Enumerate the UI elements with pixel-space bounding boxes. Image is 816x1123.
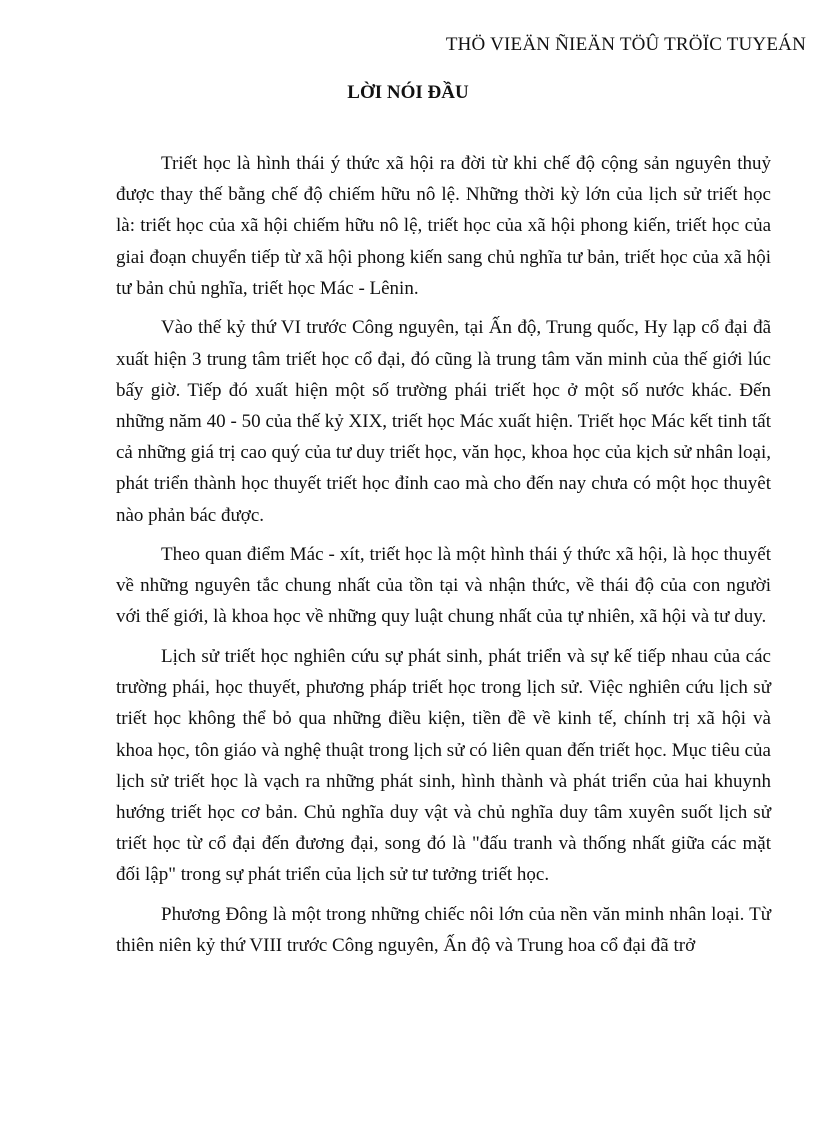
paragraph-4: Lịch sử triết học nghiên cứu sự phát sinh, phát triển và sự kế tiếp nhau của các trường phái, học thuyết, phương pháp triết học trong lịch sử. Việc nghiên cứu lịch sử triết học không thể bỏ qua những điều kiện, tiền đề về kinh tế, chính trị xã hội và khoa học, tôn giáo và nghệ thuật trong lịch sử có liên quan đến triết học. Mục tiêu của lịch sử triết học là vạch ra những phát sinh, hình thành và phát triển của hai khuynh hướng triết học cơ bản. Chủ nghĩa duy vật và chủ nghĩa duy tâm xuyên suốt lịch sử triết học từ cổ đại đến đương đại, song đó là "đấu tranh và thống nhất giữa các mặt đối lập" trong sự phát triển của lịch sử tư tưởng triết học. <box>116 645 771 886</box>
paragraph-2: Vào thế kỷ thứ VI trước Công nguyên, tại Ấn độ, Trung quốc, Hy lạp cổ đại đã xuất hiện 3 trung tâm triết học cổ đại, đó cũng là trung tâm văn minh của thế giới lúc bấy giờ. Tiếp đó xuất hiện một số trường phái triết học ở một số nước khác. Đến những năm 40 - 50 của thế kỷ XIX, triết học Mác xuất hiện. Triết học Mác kết tinh tất cả những giá trị cao quý của tư duy triết học, văn học, khoa học của kịch sử nhân loại, phát triển thành học thuyết triết học đỉnh cao mà cho đến nay chưa có một học thuyêt nào phản bác được. <box>116 317 771 526</box>
running-header: THÖ VIEÄN ÑIEÄN TÖÛ TRÖÏC TUYEÁN <box>445 34 806 55</box>
paragraph-5: Phương Đông là một trong những chiếc nôi lớn của nền văn minh nhân loại. Từ thiên niên kỷ thứ VIII trước Công nguyên, Ấn độ và Trung hoa cổ đại đã trở <box>116 903 771 957</box>
body-text <box>116 148 771 970</box>
page-title: LỜI NÓI ĐẦU <box>347 82 469 103</box>
paragraph-3: Theo quan điểm Mác - xít, triết học là một hình thái ý thức xã hội, là học thuyết về những nguyên tắc chung nhất của tồn tại và nhận thức, về thái độ của con người với thế giới, là khoa học về những quy luật chung nhất của tự nhiên, xã hội và tư duy. <box>116 544 771 628</box>
paragraph-1: Triết học là hình thái ý thức xã hội ra đời từ khi chế độ cộng sản nguyên thuỷ được thay thế bằng chế độ chiếm hữu nô lệ. Những thời kỳ lớn của lịch sử triết học là: triết học của xã hội chiếm hữu nô lệ, triết học của xã hội phong kiến, triết học của giai đoạn chuyển tiếp từ xã hội phong kiến sang chủ nghĩa tư bản, triết học của xã hội tư bản chủ nghĩa, triết học Mác - Lênin. <box>116 153 771 299</box>
